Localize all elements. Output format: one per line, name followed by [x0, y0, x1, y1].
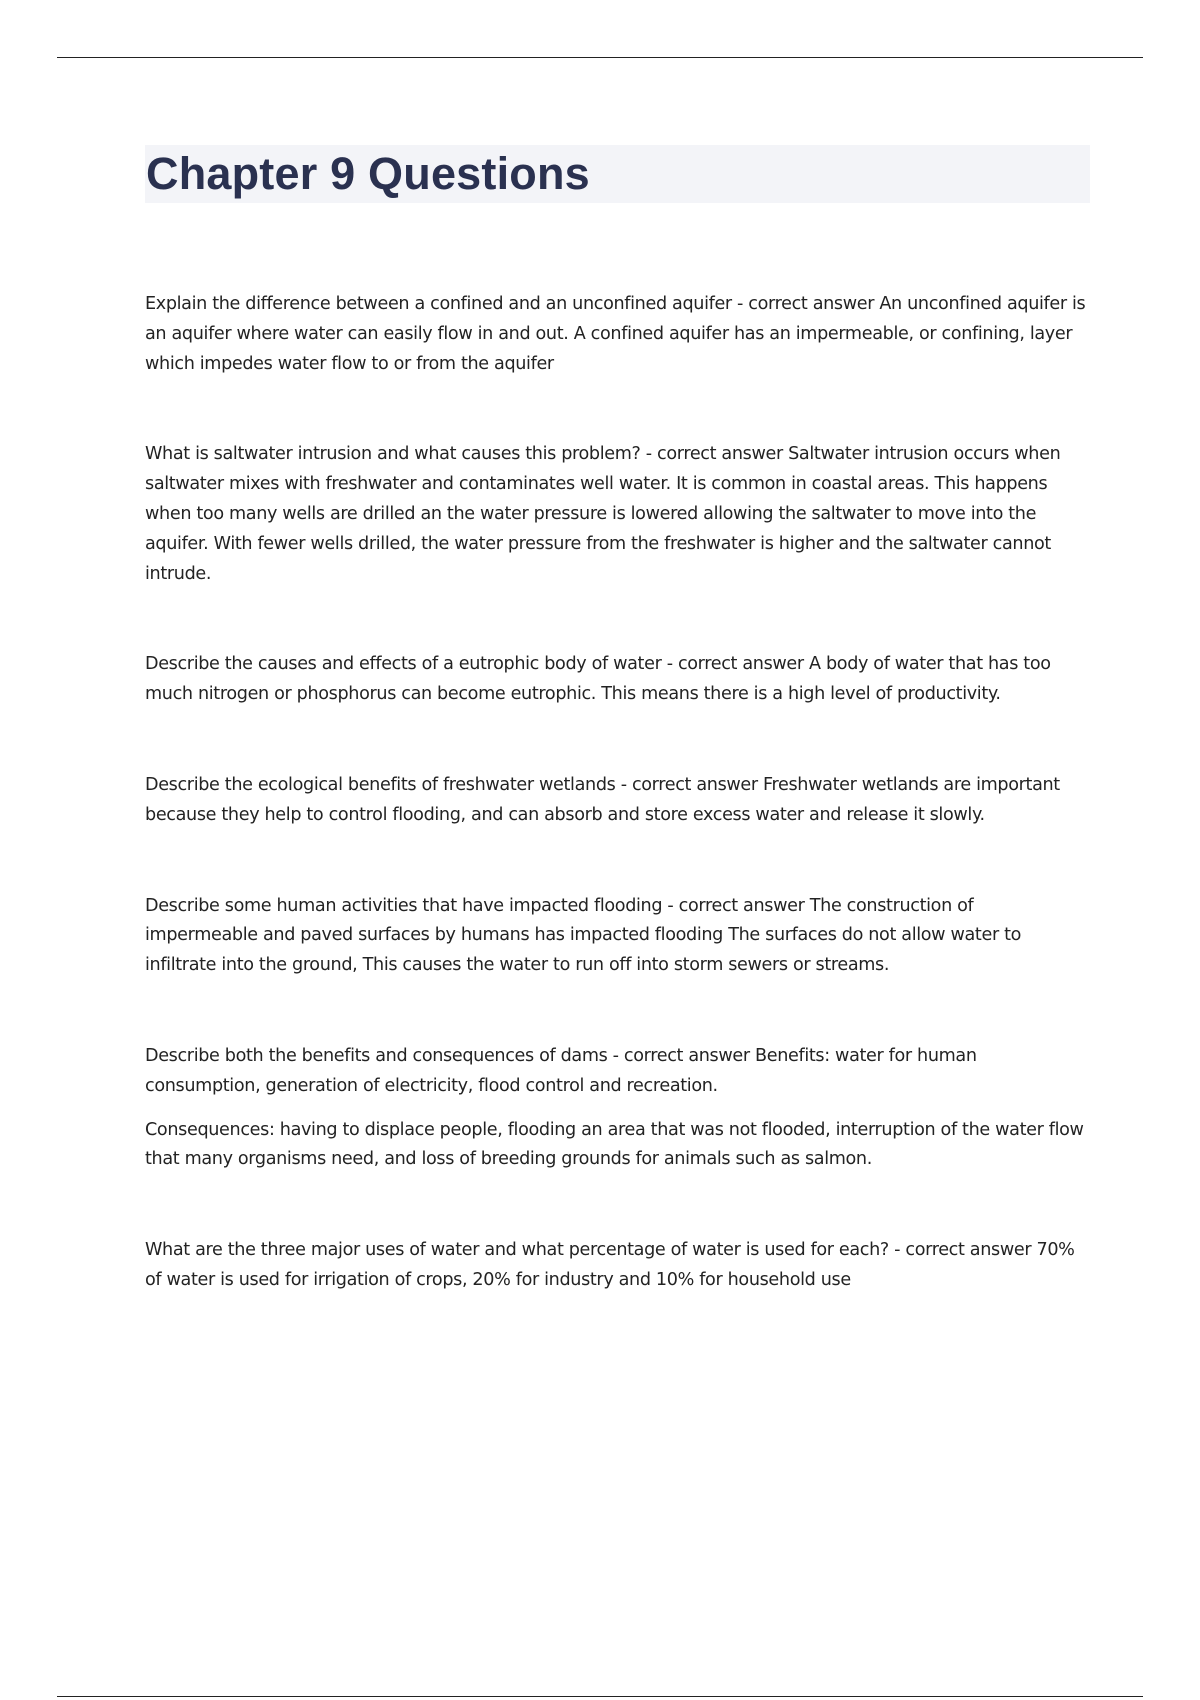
- qa-text: Describe the ecological benefits of freshwater wetlands - correct answer Freshwater wetlands are important because they help to control flooding, and can absorb and store excess water and release it slowly.: [145, 774, 1060, 825]
- bottom-rule: [57, 1696, 1143, 1697]
- top-rule: [57, 57, 1143, 58]
- qa-text: Describe both the benefits and consequences of dams - correct answer Benefits: water for human consumption, generation of electricity, flood control and recreation.: [145, 1045, 977, 1096]
- qa-item-saltwater-intrusion: [145, 440, 1090, 589]
- page-title: Chapter 9 Questions: [146, 148, 590, 199]
- qa-item-flooding: [145, 892, 1090, 981]
- qa-item-wetlands: [145, 771, 1090, 831]
- qa-text: Explain the difference between a confined and an unconfined aquifer - correct answer An unconfined aquifer is an aquifer where water can easily flow in and out. A confined aquifer has an impermeable, or confining, layer which impedes water flow to or from the aquifer: [145, 294, 1086, 374]
- qa-text: Describe some human activities that have impacted flooding - correct answer The construction of impermeable and paved surfaces by humans has impacted flooding The surfaces do not allow water to infiltrate into the ground, This causes the water to run off into storm sewers or streams.: [145, 895, 1022, 976]
- qa-item-water-uses: [145, 1236, 1090, 1296]
- qa-text: What are the three major uses of water and what percentage of water is used for each? - correct answer 70% of water is used for irrigation of crops, 20% for industry and 10% for household use: [145, 1240, 1075, 1290]
- qa-item-dams: [145, 1042, 1090, 1175]
- qa-continuation: Consequences: having to displace people, flooding an area that was not flooded, interruption of the water flow that many organisms need, and loss of breeding grounds for animals such as salmon.: [145, 1119, 1084, 1170]
- question-list: [145, 290, 1090, 1357]
- qa-text: What is saltwater intrusion and what causes this problem? - correct answer Saltwater intrusion occurs when saltwater mixes with freshwater and contaminates well water. It is common in coastal areas. This happens when too many wells are drilled an the water pressure is lowered allowing the saltwater to move into the aquifer. With fewer wells drilled, the water pressure from the freshwater is higher and the saltwater cannot intrude.: [145, 444, 1061, 584]
- qa-item-aquifer: [145, 290, 1090, 379]
- qa-item-eutrophic: [145, 650, 1090, 710]
- qa-text: Describe the causes and effects of a eutrophic body of water - correct answer A body of water that has too much nitrogen or phosphorus can become eutrophic. This means there is a high level of productivity.: [145, 654, 1051, 705]
